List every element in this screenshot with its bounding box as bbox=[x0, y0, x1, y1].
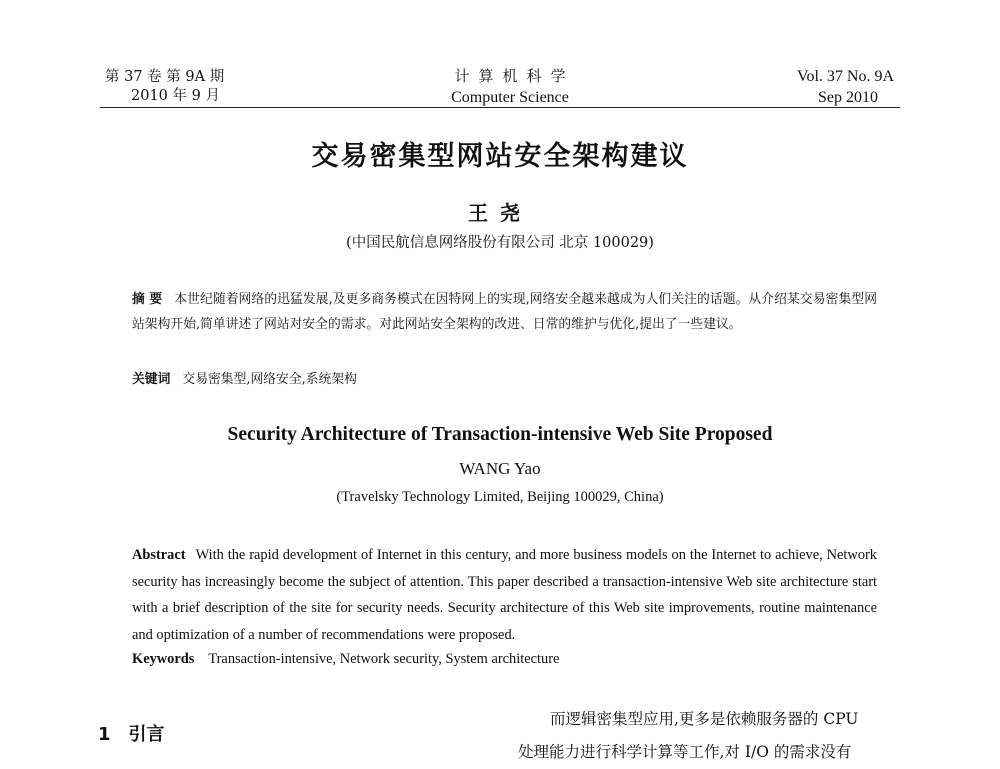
date-en: Sep 2010 bbox=[818, 89, 878, 106]
journal-volume-cn bbox=[105, 68, 224, 106]
abstract-label-cn: 摘 要 bbox=[132, 292, 163, 307]
header-rule bbox=[100, 107, 900, 108]
journal-name-cn: 计算机科学 bbox=[454, 67, 575, 85]
affiliation-en: (Travelsky Technology Limited, Beijing 100029, China) bbox=[336, 489, 664, 505]
keywords-cn bbox=[132, 368, 357, 387]
paper-title-en: Security Architecture of Transaction-intensive Web Site Proposed bbox=[227, 424, 773, 445]
body-line: 而逻辑密集型应用,更多是依赖服务器的 CPU bbox=[550, 710, 859, 728]
abstract-text-cn: 本世纪随着网络的迅猛发展,及更多商务模式在因特网上的实现,网络安全越来越成为人们关注的话题。从介绍某交易密集型网站架构开始,简单讲述了网站对安全的需求。对此网站安全架构的改进、日常的维护与优化,提出了一些建议。 bbox=[132, 292, 877, 332]
keywords-en bbox=[132, 651, 559, 668]
abstract-label-en: Abstract bbox=[132, 547, 186, 563]
journal-name bbox=[400, 66, 620, 108]
volume-issue-en: Vol. 37 No. 9A bbox=[796, 68, 894, 85]
abstract-text-en: With the rapid development of Internet in this century, and more business models on the Internet to achieve, Network security has increasingly become the subject of attention. This paper described a transaction-intensive Web site architecture start with a brief description of the site for security needs. Security architecture of this Web site improvements, routine maintenance and optimization of a number of recommendations were proposed. bbox=[132, 547, 877, 643]
section-number: 1 bbox=[98, 724, 111, 745]
body-text-column bbox=[518, 703, 913, 769]
journal-name-en: Computer Science bbox=[451, 89, 569, 106]
body-line: 处理能力进行科学计算等工作,对 I/O 的需求没有 bbox=[518, 743, 852, 761]
keywords-label-cn: 关键词 bbox=[132, 372, 171, 387]
keywords-text-en: Transaction-intensive, Network security, System architecture bbox=[208, 651, 560, 667]
abstract-cn bbox=[132, 287, 877, 337]
author-en: WANG Yao bbox=[459, 459, 541, 478]
volume-issue-cn: 第 37 卷 第 9A 期 bbox=[105, 69, 225, 85]
keywords-text-cn: 交易密集型,网络安全,系统架构 bbox=[182, 372, 357, 387]
section-heading-introduction bbox=[98, 720, 165, 746]
section-title: 引言 bbox=[128, 724, 165, 745]
date-cn: 2010 年 9 月 bbox=[131, 88, 220, 104]
affiliation-cn: (中国民航信息网络股份有限公司 北京 100029) bbox=[346, 235, 654, 251]
author-cn: 王尧 bbox=[468, 201, 532, 225]
keywords-label-en: Keywords bbox=[132, 651, 195, 667]
abstract-en bbox=[132, 542, 877, 648]
paper-title-cn: 交易密集型网站安全架构建议 bbox=[311, 141, 689, 172]
journal-volume-en bbox=[797, 66, 894, 108]
